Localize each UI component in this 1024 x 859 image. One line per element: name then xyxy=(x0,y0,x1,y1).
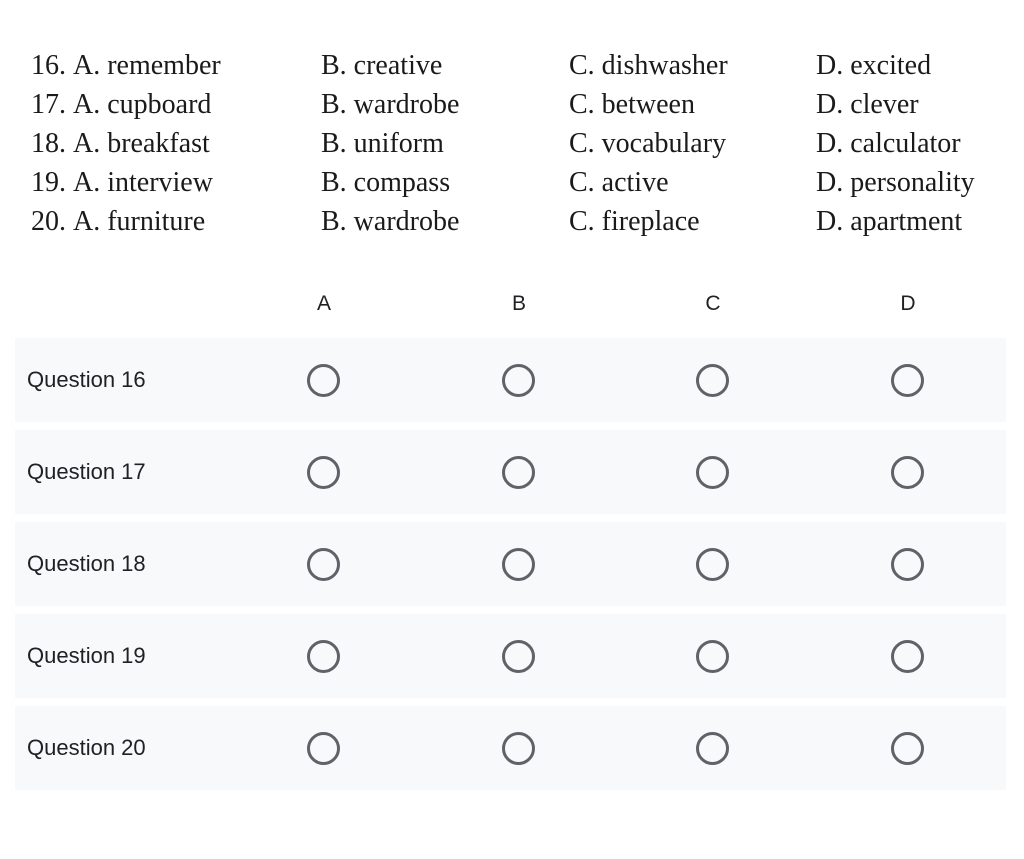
row-label: Question 18 xyxy=(27,551,146,576)
option-b: B. uniform xyxy=(321,128,444,159)
radio-q20-b[interactable] xyxy=(502,732,535,765)
column-header-d: D xyxy=(900,292,916,315)
option-c: C. vocabulary xyxy=(569,128,727,159)
option-a: A. breakfast xyxy=(73,128,210,159)
option-b: B. compass xyxy=(321,167,451,198)
grid-row-question-18 xyxy=(15,522,1006,606)
radio-q18-b[interactable] xyxy=(502,548,535,581)
option-a: A. remember xyxy=(73,50,221,81)
radio-q20-a[interactable] xyxy=(307,732,340,765)
option-d: D. excited xyxy=(816,50,932,81)
radio-q18-a[interactable] xyxy=(307,548,340,581)
radio-q16-d[interactable] xyxy=(891,364,924,397)
option-d: D. calculator xyxy=(816,128,961,159)
option-b: B. creative xyxy=(321,50,443,81)
column-header-b: B xyxy=(511,292,526,315)
grid-row-question-17 xyxy=(15,430,1006,514)
option-d: D. clever xyxy=(816,89,919,120)
option-c: C. between xyxy=(569,89,695,120)
question-options-row xyxy=(31,46,1001,85)
row-label: Question 20 xyxy=(27,735,146,760)
option-d: D. apartment xyxy=(816,206,963,237)
option-a: A. cupboard xyxy=(73,89,212,120)
question-options-row xyxy=(31,163,1001,202)
question-number: 18. xyxy=(31,128,66,159)
option-c: C. dishwasher xyxy=(569,50,728,81)
answer-grid xyxy=(15,280,1006,790)
question-number: 20. xyxy=(31,206,66,237)
option-b: B. wardrobe xyxy=(321,89,460,120)
grid-column-headers xyxy=(15,280,1006,330)
radio-q20-c[interactable] xyxy=(696,732,729,765)
radio-q19-a[interactable] xyxy=(307,640,340,673)
option-d: D. personality xyxy=(816,167,975,198)
row-label: Question 16 xyxy=(27,367,146,392)
radio-q19-b[interactable] xyxy=(502,640,535,673)
radio-q17-d[interactable] xyxy=(891,456,924,489)
grid-row-question-20 xyxy=(15,706,1006,790)
grid-row-question-16 xyxy=(15,338,1006,422)
radio-q18-d[interactable] xyxy=(891,548,924,581)
radio-q16-a[interactable] xyxy=(307,364,340,397)
question-number: 16. xyxy=(31,50,66,81)
option-a: A. interview xyxy=(73,167,213,198)
radio-q20-d[interactable] xyxy=(891,732,924,765)
row-label: Question 17 xyxy=(27,459,146,484)
radio-q17-a[interactable] xyxy=(307,456,340,489)
radio-q17-b[interactable] xyxy=(502,456,535,489)
radio-q19-d[interactable] xyxy=(891,640,924,673)
radio-q17-c[interactable] xyxy=(696,456,729,489)
question-options-block xyxy=(31,46,1001,241)
question-options-row xyxy=(31,124,1001,163)
column-header-a: A xyxy=(316,292,331,315)
grid-row-question-19 xyxy=(15,614,1006,698)
radio-q18-c[interactable] xyxy=(696,548,729,581)
question-options-row xyxy=(31,202,1001,241)
radio-q16-c[interactable] xyxy=(696,364,729,397)
row-label: Question 19 xyxy=(27,643,146,668)
question-options-row xyxy=(31,85,1001,124)
question-number: 19. xyxy=(31,167,66,198)
option-a: A. furniture xyxy=(73,206,206,237)
radio-q19-c[interactable] xyxy=(696,640,729,673)
option-c: C. fireplace xyxy=(569,206,700,237)
option-c: C. active xyxy=(569,167,669,198)
question-number: 17. xyxy=(31,89,66,120)
radio-q16-b[interactable] xyxy=(502,364,535,397)
option-b: B. wardrobe xyxy=(321,206,460,237)
column-header-c: C xyxy=(705,292,721,315)
